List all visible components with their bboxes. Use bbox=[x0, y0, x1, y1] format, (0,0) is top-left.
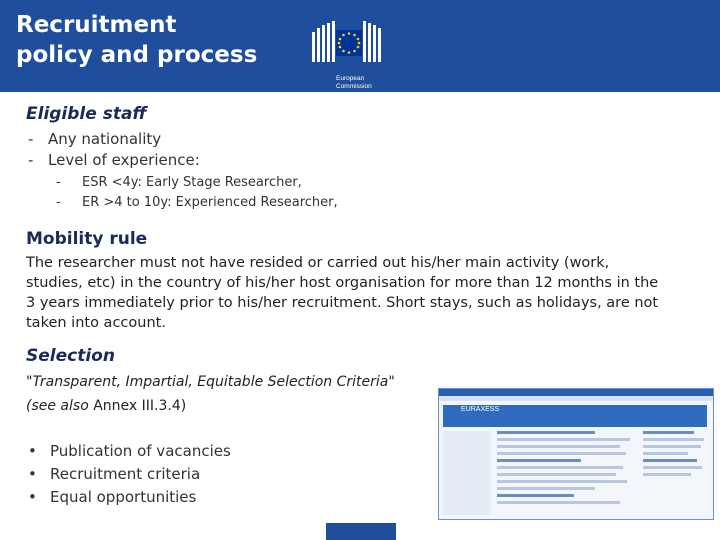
title-line-2: policy and process bbox=[16, 42, 258, 68]
selection-heading: Selection bbox=[26, 346, 115, 366]
website-screenshot-icon bbox=[438, 388, 714, 520]
list-item: - ESR <4y: Early Stage Researcher, bbox=[56, 175, 302, 190]
screenshot-toolbar bbox=[439, 396, 713, 401]
annex-reference bbox=[26, 396, 186, 416]
page-title bbox=[16, 10, 306, 70]
annex-reference-rest: Annex III.3.4) bbox=[88, 398, 187, 414]
screenshot-sidebar bbox=[443, 431, 491, 515]
logo-caption-line-2: Commission bbox=[336, 83, 372, 90]
mobility-text: The researcher must not have resided or carried out his/her main activity (work, studies, etc) in the country of his/her host organisation for more than 12 months in the 3 years immediately prior to his/her recruitment. Short stays, such as holidays, are not taken into account. bbox=[26, 255, 659, 331]
screenshot-title-bar bbox=[439, 389, 713, 396]
logo-caption-line-1: European bbox=[336, 75, 365, 82]
title-line-1: Recruitment bbox=[16, 12, 177, 38]
annex-reference-prefix: (see also bbox=[26, 398, 89, 414]
screenshot-content bbox=[497, 431, 637, 515]
selection-bullets bbox=[28, 440, 231, 509]
logo-caption bbox=[336, 75, 372, 91]
list-item: - Any nationality bbox=[28, 130, 162, 148]
screenshot-right-column bbox=[643, 431, 707, 515]
mobility-heading: Mobility rule bbox=[26, 229, 148, 249]
list-item: • Publication of vacancies bbox=[28, 442, 231, 460]
list-item: • Recruitment criteria bbox=[28, 465, 201, 483]
screenshot-banner-text: EURAXESS bbox=[461, 406, 500, 413]
selection-quote: "Transparent, Impartial, Equitable Selection Criteria" bbox=[26, 374, 395, 390]
experience-list bbox=[56, 173, 338, 213]
footer-bar bbox=[326, 523, 396, 540]
list-item: • Equal opportunities bbox=[28, 488, 197, 506]
list-item: - Level of experience: bbox=[28, 151, 200, 169]
eligible-list bbox=[28, 129, 200, 171]
eligible-heading: Eligible staff bbox=[26, 104, 147, 124]
list-item: - ER >4 to 10y: Experienced Researcher, bbox=[56, 195, 338, 210]
